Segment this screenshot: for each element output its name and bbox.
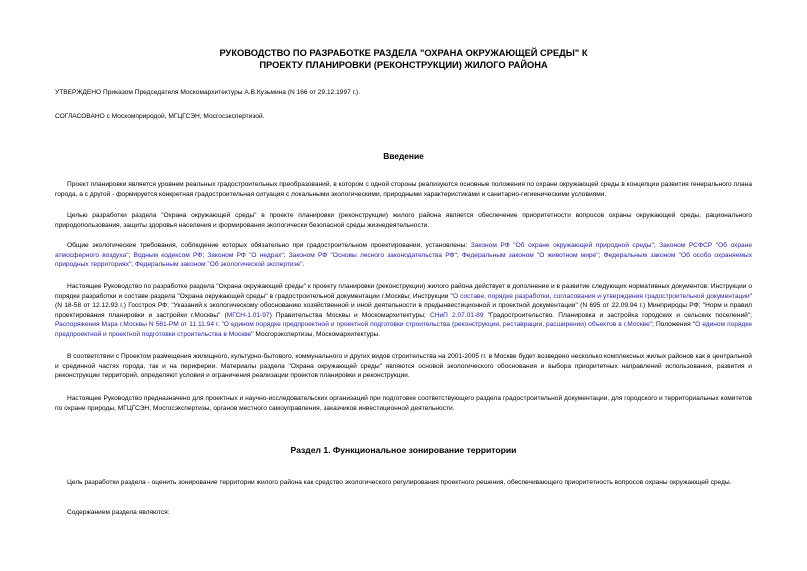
link-law-air[interactable]: Законом РСФСР "Об охране атмосферного воздуха": [55, 242, 752, 259]
intro-paragraph-5: В соответствии с Проектом размещения жилищного, культурно-бытового, коммунального и других видов строительства на 2001-2005 гг. в Москве будет возведено несколько комплексных жилых районов как в центральной и срединной частях города, так и на периферии. Материалы раздела "Охрана окружающей среды" являются основой экологического обоснования и выбора приоритетных направлений использования, развития и реконструкции территорий, определяют условия и ограничения реализации проектов планировки и реконструкции.: [55, 353, 752, 380]
link-law-forest[interactable]: Законом РФ "Основы лесного законодательства РФ": [288, 251, 457, 259]
approved-note: УТВЕРЖДЕНО Приказом Председателя Москомархитектуры А.В.Кузьмина (N 166 от 29.12.1997 г.).: [55, 89, 361, 96]
link-law-subsoil[interactable]: Законом РФ "О недрах": [207, 251, 284, 259]
section-1-paragraph-1: Цель разработки раздела - оценить зонирование территории жилого района как средство экологического регулирования проектного решения, обеспечивающего приоритетность вопросов охраны окружающей среды.: [67, 479, 732, 486]
link-mgsn[interactable]: МГСН-1.01-97: [226, 311, 270, 319]
intro-paragraph-2: Целью разработки раздела "Охрана окружающей среды" в проекте планировки (реконструкции) жилого района является обеспечение приоритетности вопросов охраны окружающей среды, рационального природопользования, защиты здоровья населения и формирования экологически безопасной среды жизнедеятельности.: [55, 212, 752, 229]
section-1-paragraph-2: Содержанием раздела являются:: [67, 509, 170, 516]
title-line-2: ПРОЕКТУ ПЛАНИРОВКИ (РЕКОНСТРУКЦИИ) ЖИЛОГО РАЙОНА: [259, 60, 548, 70]
link-water-code[interactable]: Водным кодексом РФ: [133, 251, 203, 259]
link-law-protected-areas[interactable]: Федеральным законом "Об особо охраняемых природных территориях": [55, 251, 752, 269]
link-law-environment[interactable]: Законом РФ "Об охране окружающей природной среды": [470, 242, 654, 249]
link-law-wildlife[interactable]: Федеральным законом "О животном мире": [461, 251, 599, 259]
link-unified-procedure[interactable]: О едином порядке предпроектной и проектной подготовки строительства в Москве: [55, 321, 752, 338]
agreed-note: СОГЛАСОВАНО с Москомприродой, МГЦГСЭН, Мосгосэкспертизой.: [55, 113, 265, 120]
document-title: [0, 47, 807, 71]
intro-heading: Введение: [383, 151, 424, 161]
link-snip[interactable]: СНиП 2.07.01-89: [429, 311, 484, 319]
title-line-1: РУКОВОДСТВО ПО РАЗРАБОТКЕ РАЗДЕЛА "ОХРАНА ОКРУЖАЮЩЕЙ СРЕДЫ" К: [219, 48, 588, 58]
intro-paragraph-4: Настоящее Руководство по разработке раздела "Охрана окружающей среды" к проекту планировки (реконструкции) жилого района действует в дополнение и в развитие следующих нормативных документов: Инструкции о порядке разработки и составе раздела "Охрана окружающей среды" в градостроительной документации г.Москвы; Инструкции "О составе, порядке разработки, согласования и утверждения градостроительной документации" (N 18-58 от 12.12.93 г.) Госстроя РФ; "Указаний к экологическому обоснованию хозяйственной и иной деятельности в предынвестиционной и проектной документации" (N 695 от 22.09.94 г.) Минприроды РФ; "Норм и правил проектирования планировки и застройки г.Москвы" (МГСН-1.01-97) Правительства Москвы и Москомархитектуры; СНиП 2.07.01-89 "Градостроительство. Планировка и застройка городских и сельских поселений"; Распоряжения Мэра г.Москвы N 561-РМ от 11.11.94 г. "О едином порядке предпроектной и проектной подготовки строительства (реконструкции, реставрации, расширении) объектов в г.Москве"; Положения "О едином порядке предпроектной и проектной подготовки строительства в Москве" Мосгорэкспертизы, Москомархитектуры.: [55, 283, 753, 338]
intro-paragraph-1: Проект планировки является уровнем реальных градостроительных преобразований, в котором с одной стороны реализуются основные положения по охране окружающей среды в концепции развития генерального плана города, а с другой - формируется конкретная градостроительная ситуация с локальными экологическими, природными характеристиками и санитарно-гигиеническими условиями.: [55, 181, 752, 198]
section-1-heading: Раздел 1. Функциональное зонирование территории: [290, 445, 517, 455]
link-mayor-order[interactable]: Распоряжения Мэра г.Москвы N 561-РМ от 11.11.94 г. "О едином порядке предпроектной и проектной подготовки строительства (реконструкции, реставрации, расширении) объектов в г.Москве": [55, 321, 653, 329]
intro-paragraph-6: Настоящее Руководство предназначено для проектных и научно-исследовательских организаций при подготовке соответствующего раздела градостроительной документации, для городского и территориальных комитетов по охране природы, МГЦГСЭН, Мосгосэкспертизы, органов местного самоуправления, заказчиков инвестиционной деятельности.: [55, 395, 752, 412]
link-law-expertise[interactable]: Федеральным законом "Об экологической экспертизе": [134, 261, 303, 269]
intro-paragraph-3: Общие экологические требования, соблюдение которых обязательно при градостроительном проектировании, установлены: Законом РФ "Об охране окружающей природной среды"; Законом РСФСР "Об охране атмосферного воздуха"; Водным кодексом РФ; Законом РФ "О недрах"; Законом РФ "Основы лесного законодательства РФ"; Федеральным законом "О животном мире"; Федеральным законом "Об особо охраняемых природных территориях"; Федеральным законом "Об экологической экспертизе".: [55, 242, 752, 269]
link-instruction-composition[interactable]: О составе, порядке разработки, согласования и утверждения градостроительной документации: [452, 292, 750, 300]
